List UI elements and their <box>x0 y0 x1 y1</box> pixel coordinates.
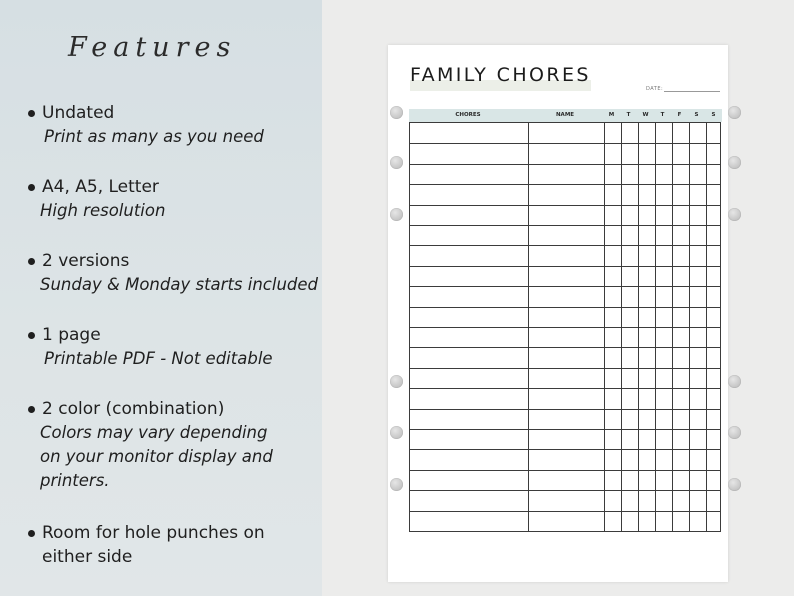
column-header-day: W <box>642 112 649 118</box>
table-header <box>409 109 722 122</box>
grid-row-line <box>410 143 720 144</box>
hole-punch-icon <box>728 375 741 388</box>
column-header-chores: CHORES <box>455 112 481 118</box>
column-header-day: S <box>711 112 716 118</box>
hole-punch-icon <box>390 208 403 221</box>
feature-head: 1 page <box>26 323 273 347</box>
sheet-title-wrap <box>410 64 591 86</box>
column-header-day: M <box>608 112 615 118</box>
feature-sub: Sunday & Monday starts included <box>40 275 319 294</box>
feature-sub: Printable PDF - Not editable <box>44 349 273 368</box>
feature-hole-punch <box>26 521 265 569</box>
date-label: DATE: <box>646 86 664 92</box>
grid-row-line <box>410 286 720 287</box>
feature-head: 2 versions <box>26 249 318 273</box>
feature-sub: High resolution <box>40 201 166 220</box>
grid-row-line <box>410 205 720 206</box>
feature-colors <box>26 397 273 493</box>
feature-head: Room for hole punches on <box>26 521 265 545</box>
hole-punch-icon <box>728 208 741 221</box>
feature-undated <box>26 101 264 149</box>
column-header-day: T <box>626 112 631 118</box>
feature-sub: Print as many as you need <box>44 127 264 146</box>
column-header-day: S <box>694 112 699 118</box>
grid-row-line <box>410 347 720 348</box>
grid-row-line <box>410 164 720 165</box>
hole-punch-icon <box>390 106 403 119</box>
feature-versions <box>26 249 318 297</box>
grid-row-line <box>410 327 720 328</box>
feature-head: 2 color (combination) <box>26 397 273 421</box>
hole-punch-icon <box>728 106 741 119</box>
grid-row-line <box>410 266 720 267</box>
grid-row-line <box>410 511 720 512</box>
feature-sub: Colors may vary depending <box>40 423 268 442</box>
feature-sub: printers. <box>40 471 110 490</box>
grid-row-line <box>410 449 720 450</box>
feature-head: A4, A5, Letter <box>26 175 165 199</box>
column-header-name: NAME <box>555 112 575 118</box>
hole-punch-icon <box>390 426 403 439</box>
column-header-day: T <box>660 112 665 118</box>
grid-row-line <box>410 245 720 246</box>
features-title: Features <box>68 32 237 63</box>
grid-row-line <box>410 225 720 226</box>
feature-head: Undated <box>26 101 264 125</box>
sheet-title: FAMILY CHORES <box>410 64 591 86</box>
grid-row-line <box>410 388 720 389</box>
grid-row-line <box>410 470 720 471</box>
hole-punch-icon <box>728 426 741 439</box>
column-header-day: F <box>677 112 682 118</box>
hole-punch-icon <box>728 156 741 169</box>
feature-sizes <box>26 175 165 223</box>
hole-punch-icon <box>390 478 403 491</box>
grid-row-line <box>410 490 720 491</box>
hole-punch-icon <box>728 478 741 491</box>
feature-sub: either side <box>42 547 133 567</box>
features-panel <box>0 0 322 596</box>
grid-row-line <box>410 368 720 369</box>
chores-grid <box>409 122 721 532</box>
feature-pages <box>26 323 273 371</box>
date-line <box>664 91 720 92</box>
grid-row-line <box>410 409 720 410</box>
hole-punch-icon <box>390 156 403 169</box>
feature-sub: on your monitor display and <box>40 447 273 466</box>
grid-row-line <box>410 307 720 308</box>
grid-row-line <box>410 429 720 430</box>
grid-row-line <box>410 184 720 185</box>
hole-punch-icon <box>390 375 403 388</box>
